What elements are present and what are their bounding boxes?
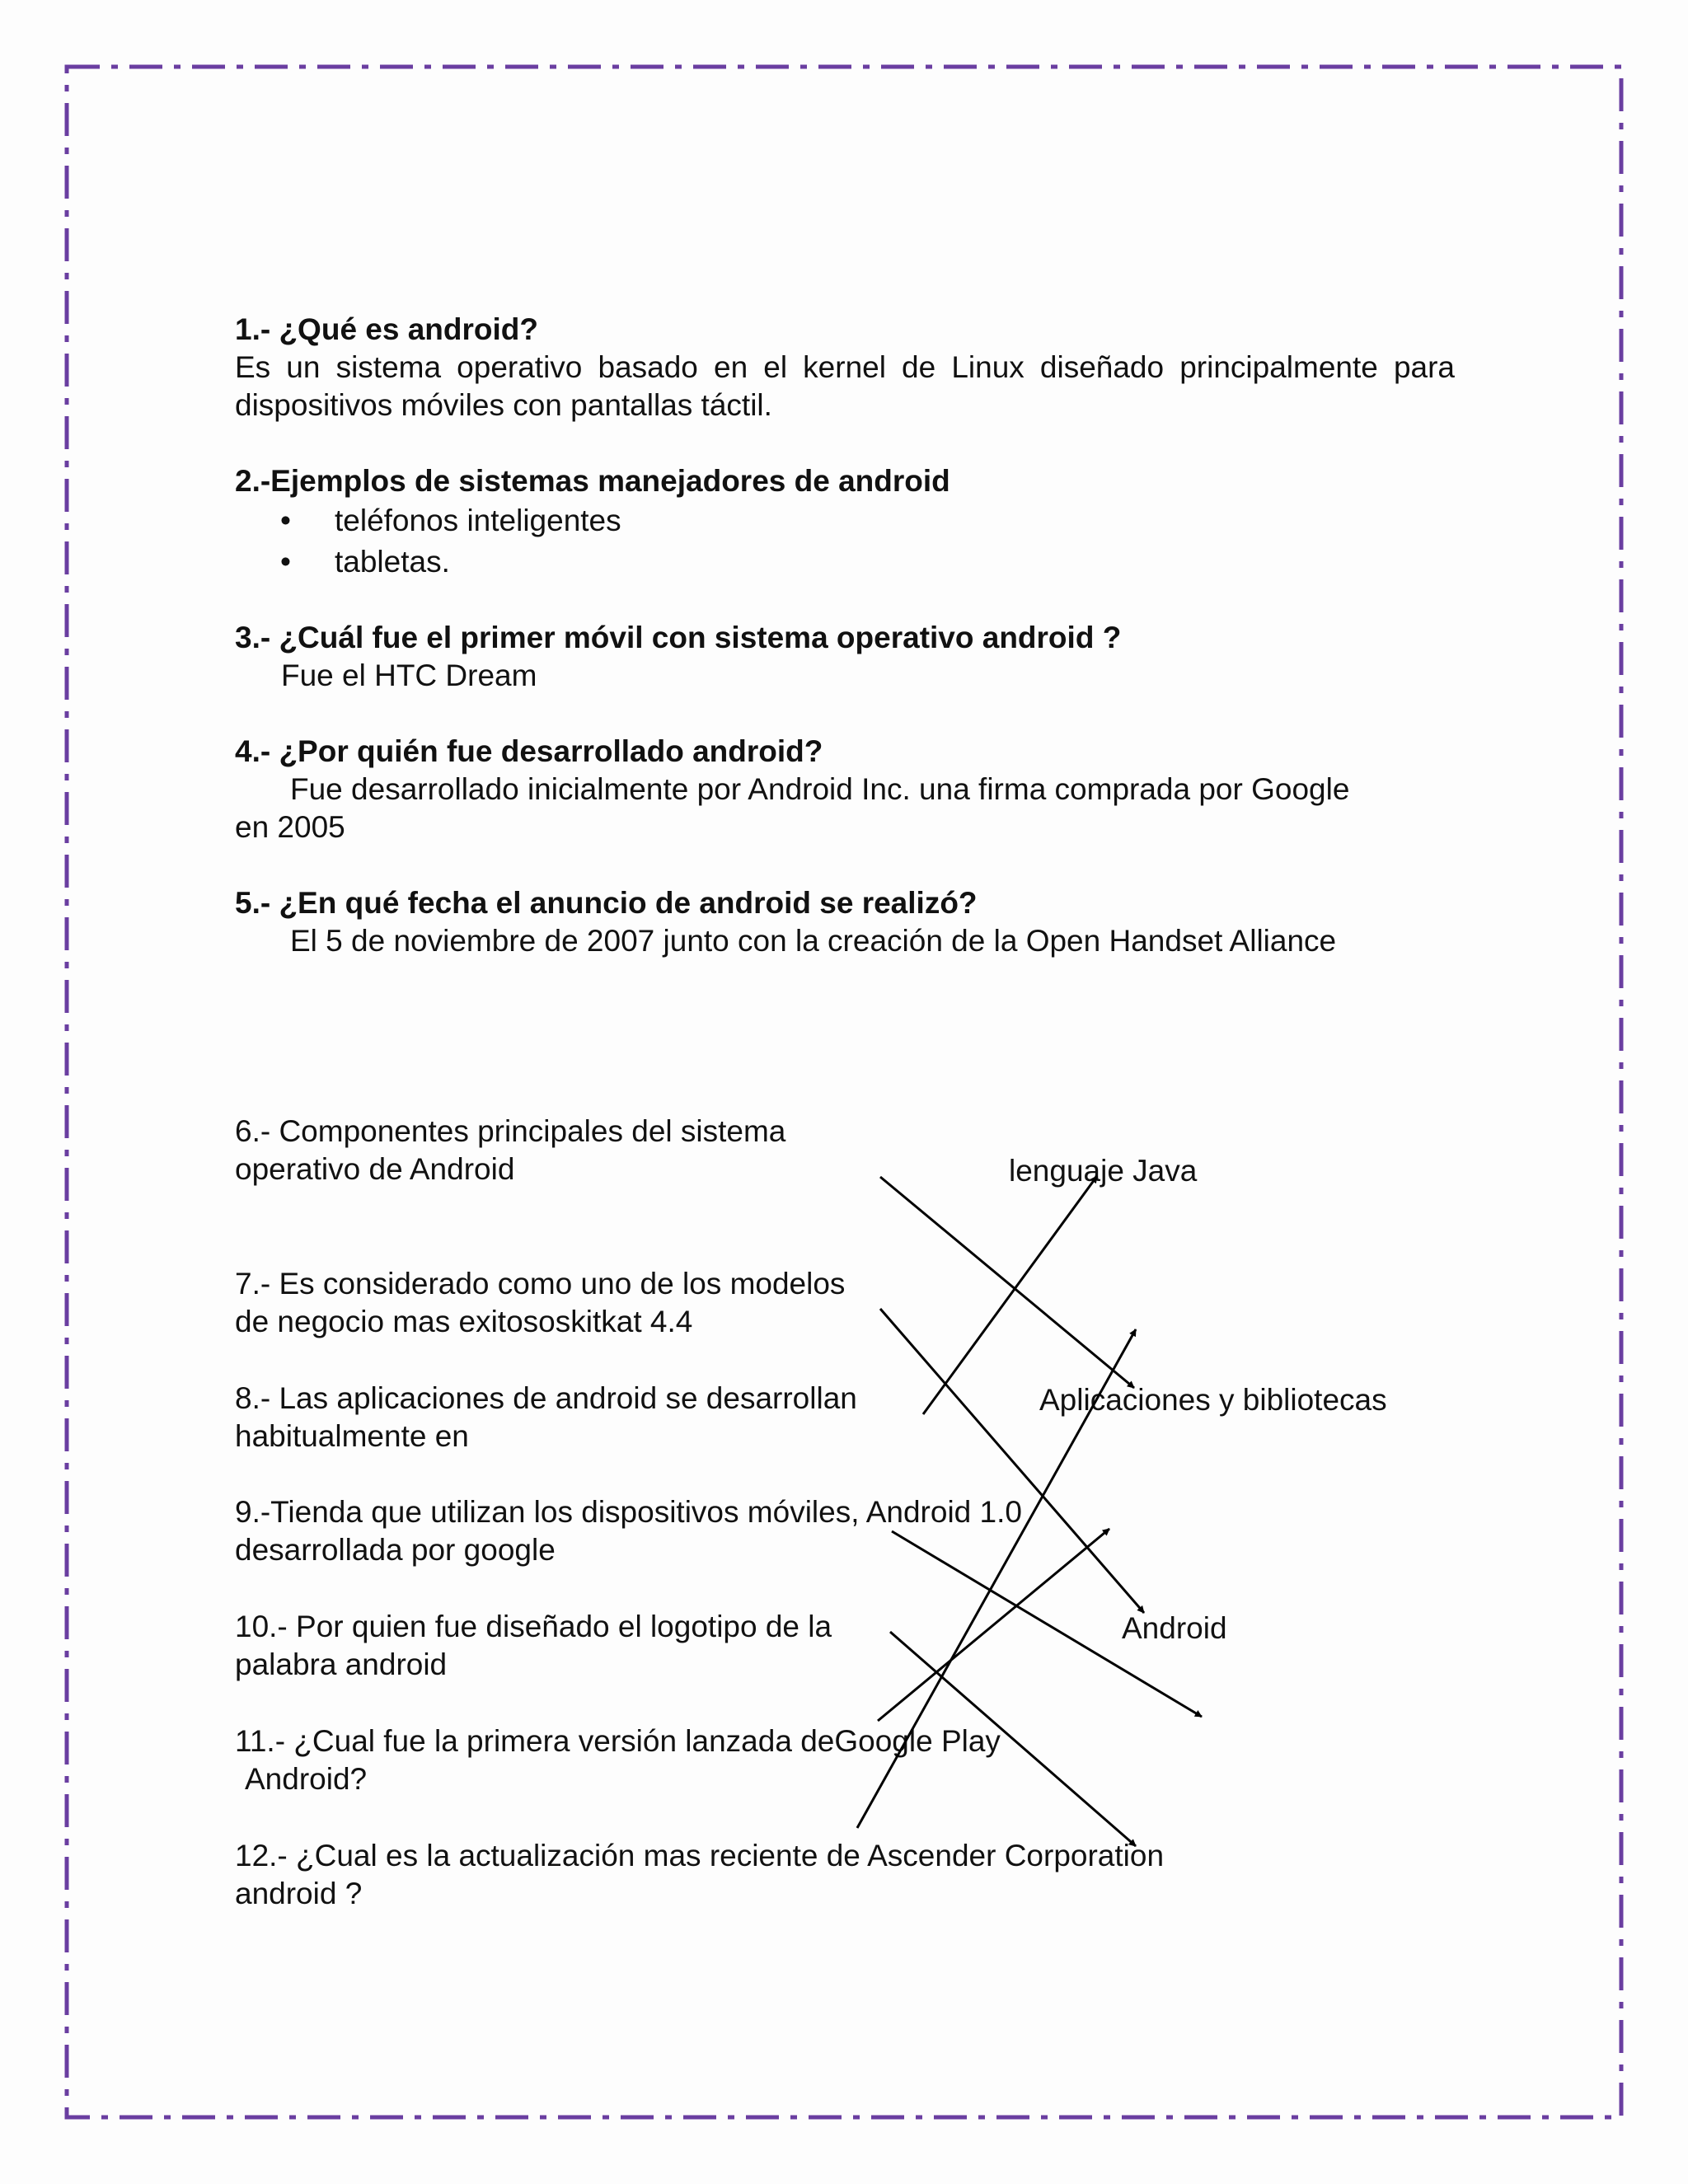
matching-question-line: 7.- Es considerado como uno de los modelos xyxy=(235,1267,846,1301)
matching-question-line: operativo de Android xyxy=(235,1152,515,1186)
list-item: • teléfonos inteligentes xyxy=(280,500,621,541)
answer-android: Android xyxy=(1122,1611,1227,1645)
question-4-answer-line1: Fue desarrollado inicialmente por Android Inc. una firma comprada por Google xyxy=(290,772,1350,806)
list-item: • tabletas. xyxy=(280,541,621,583)
matching-question-line: desarrollada por google xyxy=(235,1533,556,1567)
answer-aplicaciones-bibliotecas: Aplicaciones y bibliotecas xyxy=(1039,1383,1387,1417)
arrow-9 xyxy=(892,1531,1202,1717)
matching-question-line: 8.- Las aplicaciones de android se desarrollan xyxy=(235,1381,857,1415)
matching-question-line: 12.- ¿Cual es la actualización mas reciente de Ascender Corporation xyxy=(235,1839,1165,1872)
question-5-answer: El 5 de noviembre de 2007 junto con la creación de la Open Handset Alliance xyxy=(290,924,1337,958)
arrow-6-to-aplicaciones xyxy=(880,1177,1134,1388)
question-3-answer: Fue el HTC Dream xyxy=(281,658,537,692)
matching-question-line: habitualmente en xyxy=(235,1419,469,1453)
arrow-7-to-android xyxy=(880,1309,1144,1613)
matching-question-line: Android? xyxy=(245,1762,368,1796)
matching-question-line: 9.-Tienda que utilizan los dispositivos móviles, Android 1.0 xyxy=(235,1495,1022,1529)
question-1-answer: Es un sistema operativo basado en el kernel de Linux diseñado principalmente para dispositivos móviles con pantallas táctil. xyxy=(235,350,1455,422)
question-2-title: 2.-Ejemplos de sistemas manejadores de android xyxy=(235,464,950,498)
answer-lenguaje-java: lenguaje Java xyxy=(1009,1154,1198,1188)
matching-question-line: de negocio mas exitososkitkat 4.4 xyxy=(235,1305,693,1338)
matching-question-line: 6.- Componentes principales del sistema xyxy=(235,1114,786,1148)
arrow-11 xyxy=(878,1529,1109,1721)
arrow-10-to-ascender xyxy=(890,1632,1136,1846)
matching-question-line: android ? xyxy=(235,1877,363,1910)
arrow-8-to-lenguaje-java xyxy=(923,1176,1097,1414)
matching-question-line: 11.- ¿Cual fue la primera versión lanzada deGoogle Play xyxy=(235,1724,1001,1758)
question-1-title: 1.- ¿Qué es android? xyxy=(235,312,538,346)
question-3-title: 3.- ¿Cuál fue el primer móvil con sistema operativo android ? xyxy=(235,621,1122,654)
question-5-title: 5.- ¿En qué fecha el anuncio de android se realizó? xyxy=(235,886,978,920)
question-4-title: 4.- ¿Por quién fue desarrollado android? xyxy=(235,734,823,768)
matching-question-line: palabra android xyxy=(235,1647,448,1681)
question-4-answer-line2: en 2005 xyxy=(235,810,345,844)
matching-question-line: 10.- Por quien fue diseñado el logotipo de la xyxy=(235,1610,832,1643)
arrow-12 xyxy=(857,1329,1136,1828)
